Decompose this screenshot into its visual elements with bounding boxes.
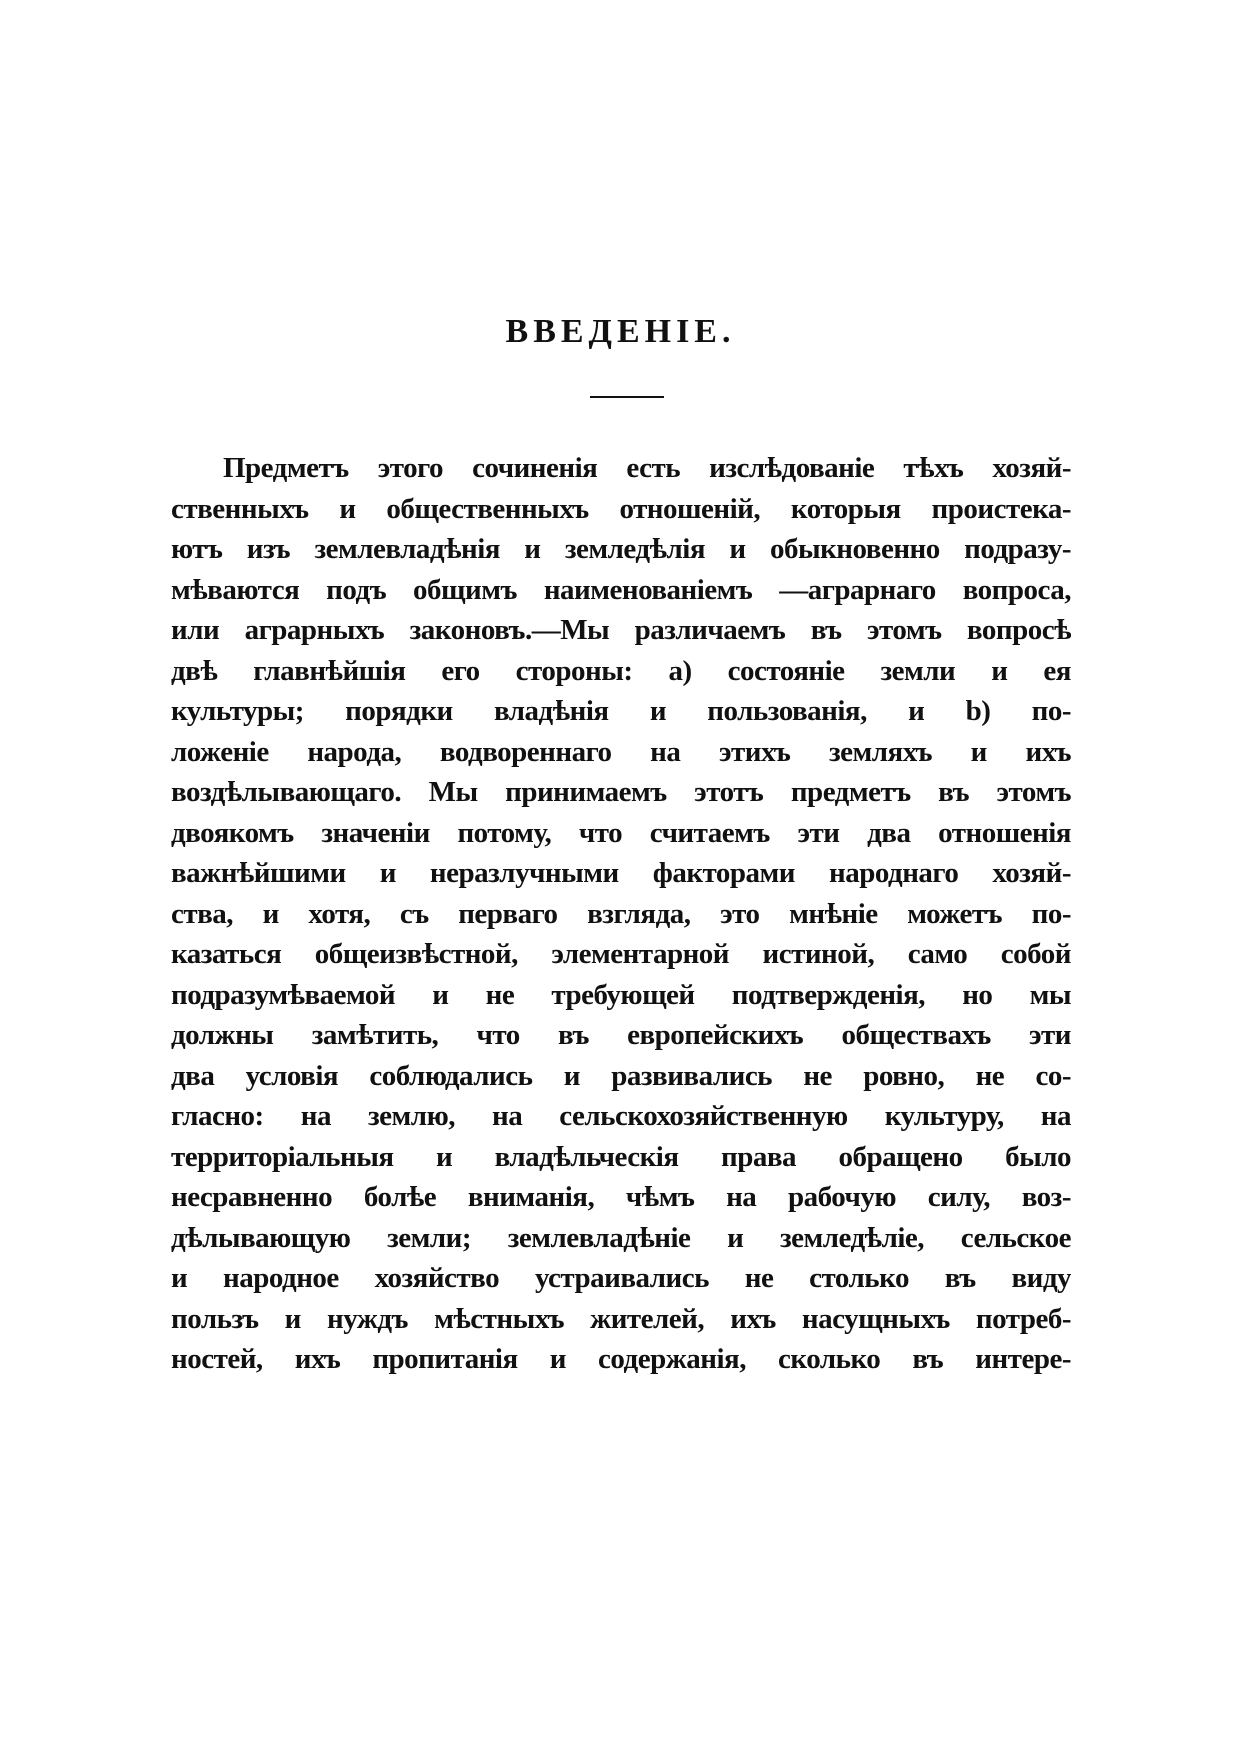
text-line: ственныхъ и общественныхъ отношеній, которыя проистека- [171,492,1071,525]
text-line: ложеніе народа, водвореннаго на этихъ земляхъ и ихъ [171,735,1071,768]
text-line: двѣ главнѣйшія его стороны: а) состояніе земли и ея [171,654,1071,687]
text-line: культуры; порядки владѣнія и пользованія, и b) по- [171,695,1071,727]
text-line: ностей, ихъ пропитанія и содержанія, сколько въ интере- [171,1343,1071,1375]
text-line: двоякомъ значеніи потому, что считаемъ эти два отношенія [171,816,1071,849]
text-line: подразумѣваемой и не требующей подтвержденія, но мы [171,978,1071,1011]
text-line: и народное хозяйство устраивались не столько въ виду [171,1262,1071,1294]
body-text [171,448,1071,1380]
text-line: ства, и хотя, съ перваго взгляда, это мнѣніе можетъ по- [171,897,1071,930]
text-line: территоріальныя и владѣльческія права обращено было [171,1140,1071,1173]
text-line: мѣваются подъ общимъ наименованіемъ —аграрнаго вопроса, [171,573,1071,606]
text-line: или аграрныхъ законовъ.—Мы различаемъ въ этомъ вопросѣ [171,614,1071,646]
text-line: воздѣлывающаго. Мы принимаемъ этотъ предметъ въ этомъ [171,776,1071,808]
heading-rule [590,396,664,398]
text-line: важнѣйшими и неразлучными факторами народнаго хозяй- [171,857,1071,889]
text-line: дѣлывающую земли; землевладѣніе и земледѣліе, сельское [171,1221,1071,1254]
text-line: пользъ и нуждъ мѣстныхъ жителей, ихъ насущныхъ потреб- [171,1302,1071,1335]
text-line: гласно: на землю, на сельскохозяйственную культуру, на [171,1100,1071,1132]
text-line: несравненно болѣе вниманія, чѣмъ на рабочую силу, воз- [171,1181,1071,1213]
text-line: должны замѣтить, что въ европейскихъ обществахъ эти [171,1019,1071,1051]
text-line: ютъ изъ землевладѣнія и земледѣлія и обыкновенно подразу- [171,533,1071,565]
text-line: казаться общеизвѣстной, элементарной истиной, само собой [171,938,1071,970]
chapter-heading: ВВЕДЕНІЕ. [505,313,736,350]
text-line: Предметъ этого сочиненія есть изслѣдованіе тѣхъ хозяй- [223,452,1071,484]
text-line: два условія соблюдались и развивались не ровно, не со- [171,1059,1071,1092]
